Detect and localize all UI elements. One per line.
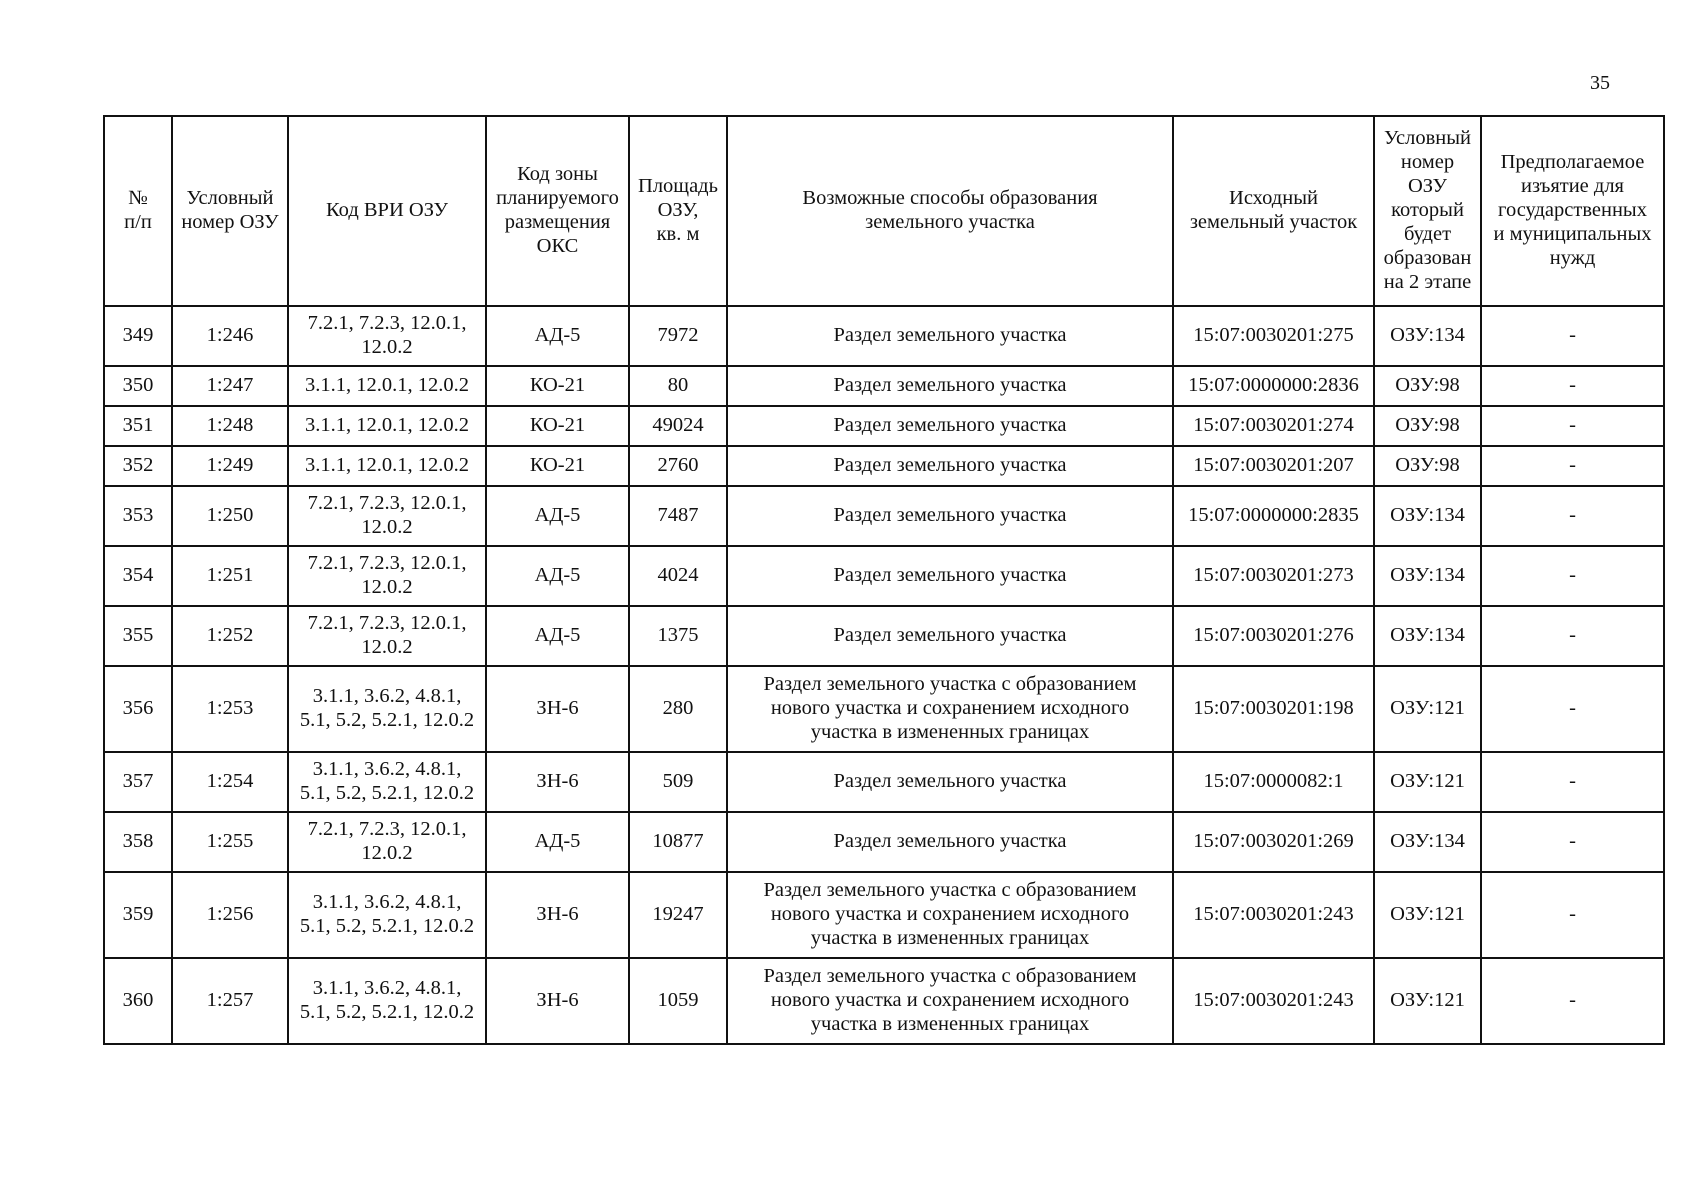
source-plot-cell: 15:07:0030201:243 [1173, 958, 1374, 1044]
ozu-number-cell: 1:247 [172, 366, 288, 406]
seizure-cell: - [1481, 752, 1664, 812]
row-number-cell: 349 [104, 306, 172, 366]
source-plot-cell: 15:07:0030201:275 [1173, 306, 1374, 366]
page-number: 35 [1590, 72, 1610, 94]
header-cell-ozu-number: Условный номер ОЗУ [172, 116, 288, 306]
ozu-number-cell: 1:248 [172, 406, 288, 446]
table-row [104, 546, 1664, 606]
table-row [104, 872, 1664, 958]
row-number-cell: 358 [104, 812, 172, 872]
ozu-number-cell: 1:249 [172, 446, 288, 486]
vri-code-cell: 3.1.1, 12.0.1, 12.0.2 [288, 406, 486, 446]
seizure-cell: - [1481, 872, 1664, 958]
formation-method-cell: Раздел земельного участка с образованием нового участка и сохранением исходного участка в измененных границах [727, 872, 1173, 958]
row-number-cell: 360 [104, 958, 172, 1044]
ozu-number-cell: 1:254 [172, 752, 288, 812]
table-row [104, 306, 1664, 366]
vri-code-cell: 3.1.1, 12.0.1, 12.0.2 [288, 446, 486, 486]
seizure-cell: - [1481, 958, 1664, 1044]
stage2-ozu-cell: ОЗУ:121 [1374, 958, 1481, 1044]
vri-code-cell: 7.2.1, 7.2.3, 12.0.1, 12.0.2 [288, 306, 486, 366]
source-plot-cell: 15:07:0030201:276 [1173, 606, 1374, 666]
zone-code-cell: КО-21 [486, 406, 629, 446]
row-number-cell: 356 [104, 666, 172, 752]
header-cell-formation-method: Возможные способы образования земельного участка [727, 116, 1173, 306]
source-plot-cell: 15:07:0000000:2836 [1173, 366, 1374, 406]
ozu-number-cell: 1:250 [172, 486, 288, 546]
area-cell: 509 [629, 752, 727, 812]
zone-code-cell: ЗН-6 [486, 872, 629, 958]
seizure-cell: - [1481, 446, 1664, 486]
area-cell: 280 [629, 666, 727, 752]
table-header-row [104, 116, 1664, 306]
area-cell: 10877 [629, 812, 727, 872]
table-row [104, 446, 1664, 486]
table-row [104, 606, 1664, 666]
source-plot-cell: 15:07:0000000:2835 [1173, 486, 1374, 546]
row-number-cell: 350 [104, 366, 172, 406]
table-body [104, 306, 1664, 1044]
formation-method-cell: Раздел земельного участка [727, 366, 1173, 406]
row-number-cell: 354 [104, 546, 172, 606]
area-cell: 2760 [629, 446, 727, 486]
seizure-cell: - [1481, 366, 1664, 406]
land-plots-table [103, 115, 1665, 1045]
header-cell-zone-code: Код зоны планируемого размещения ОКС [486, 116, 629, 306]
table-row [104, 752, 1664, 812]
row-number-cell: 351 [104, 406, 172, 446]
header-cell-source-plot: Исходный земельный участок [1173, 116, 1374, 306]
ozu-number-cell: 1:252 [172, 606, 288, 666]
seizure-cell: - [1481, 306, 1664, 366]
stage2-ozu-cell: ОЗУ:98 [1374, 366, 1481, 406]
stage2-ozu-cell: ОЗУ:134 [1374, 812, 1481, 872]
seizure-cell: - [1481, 606, 1664, 666]
zone-code-cell: АД-5 [486, 486, 629, 546]
seizure-cell: - [1481, 406, 1664, 446]
table-row [104, 958, 1664, 1044]
stage2-ozu-cell: ОЗУ:134 [1374, 486, 1481, 546]
source-plot-cell: 15:07:0030201:243 [1173, 872, 1374, 958]
zone-code-cell: ЗН-6 [486, 752, 629, 812]
area-cell: 1059 [629, 958, 727, 1044]
ozu-number-cell: 1:257 [172, 958, 288, 1044]
ozu-number-cell: 1:251 [172, 546, 288, 606]
table-row [104, 486, 1664, 546]
stage2-ozu-cell: ОЗУ:98 [1374, 406, 1481, 446]
zone-code-cell: АД-5 [486, 812, 629, 872]
header-cell-number: № п/п [104, 116, 172, 306]
vri-code-cell: 7.2.1, 7.2.3, 12.0.1, 12.0.2 [288, 606, 486, 666]
zone-code-cell: АД-5 [486, 546, 629, 606]
zone-code-cell: КО-21 [486, 446, 629, 486]
ozu-number-cell: 1:255 [172, 812, 288, 872]
formation-method-cell: Раздел земельного участка [727, 306, 1173, 366]
stage2-ozu-cell: ОЗУ:121 [1374, 752, 1481, 812]
formation-method-cell: Раздел земельного участка [727, 752, 1173, 812]
source-plot-cell: 15:07:0030201:269 [1173, 812, 1374, 872]
header-cell-area: Площадь ОЗУ, кв. м [629, 116, 727, 306]
ozu-number-cell: 1:253 [172, 666, 288, 752]
stage2-ozu-cell: ОЗУ:121 [1374, 872, 1481, 958]
row-number-cell: 355 [104, 606, 172, 666]
zone-code-cell: КО-21 [486, 366, 629, 406]
formation-method-cell: Раздел земельного участка [727, 406, 1173, 446]
source-plot-cell: 15:07:0000082:1 [1173, 752, 1374, 812]
seizure-cell: - [1481, 666, 1664, 752]
seizure-cell: - [1481, 546, 1664, 606]
zone-code-cell: АД-5 [486, 306, 629, 366]
row-number-cell: 352 [104, 446, 172, 486]
stage2-ozu-cell: ОЗУ:134 [1374, 546, 1481, 606]
vri-code-cell: 3.1.1, 3.6.2, 4.8.1, 5.1, 5.2, 5.2.1, 12.0.2 [288, 872, 486, 958]
formation-method-cell: Раздел земельного участка [727, 446, 1173, 486]
formation-method-cell: Раздел земельного участка [727, 546, 1173, 606]
seizure-cell: - [1481, 812, 1664, 872]
vri-code-cell: 7.2.1, 7.2.3, 12.0.1, 12.0.2 [288, 486, 486, 546]
zone-code-cell: АД-5 [486, 606, 629, 666]
seizure-cell: - [1481, 486, 1664, 546]
table-row [104, 366, 1664, 406]
vri-code-cell: 3.1.1, 3.6.2, 4.8.1, 5.1, 5.2, 5.2.1, 12.0.2 [288, 752, 486, 812]
formation-method-cell: Раздел земельного участка с образованием нового участка и сохранением исходного участка в измененных границах [727, 958, 1173, 1044]
area-cell: 1375 [629, 606, 727, 666]
formation-method-cell: Раздел земельного участка [727, 812, 1173, 872]
area-cell: 19247 [629, 872, 727, 958]
area-cell: 80 [629, 366, 727, 406]
stage2-ozu-cell: ОЗУ:134 [1374, 606, 1481, 666]
stage2-ozu-cell: ОЗУ:121 [1374, 666, 1481, 752]
area-cell: 4024 [629, 546, 727, 606]
source-plot-cell: 15:07:0030201:273 [1173, 546, 1374, 606]
row-number-cell: 359 [104, 872, 172, 958]
source-plot-cell: 15:07:0030201:207 [1173, 446, 1374, 486]
header-cell-stage2-ozu: Условный номер ОЗУ который будет образован на 2 этапе [1374, 116, 1481, 306]
table-row [104, 666, 1664, 752]
vri-code-cell: 7.2.1, 7.2.3, 12.0.1, 12.0.2 [288, 812, 486, 872]
vri-code-cell: 3.1.1, 12.0.1, 12.0.2 [288, 366, 486, 406]
zone-code-cell: ЗН-6 [486, 666, 629, 752]
header-cell-vri-code: Код ВРИ ОЗУ [288, 116, 486, 306]
ozu-number-cell: 1:246 [172, 306, 288, 366]
formation-method-cell: Раздел земельного участка [727, 606, 1173, 666]
area-cell: 7972 [629, 306, 727, 366]
formation-method-cell: Раздел земельного участка с образованием нового участка и сохранением исходного участка в измененных границах [727, 666, 1173, 752]
vri-code-cell: 3.1.1, 3.6.2, 4.8.1, 5.1, 5.2, 5.2.1, 12.0.2 [288, 666, 486, 752]
source-plot-cell: 15:07:0030201:274 [1173, 406, 1374, 446]
source-plot-cell: 15:07:0030201:198 [1173, 666, 1374, 752]
row-number-cell: 353 [104, 486, 172, 546]
vri-code-cell: 7.2.1, 7.2.3, 12.0.1, 12.0.2 [288, 546, 486, 606]
row-number-cell: 357 [104, 752, 172, 812]
header-cell-seizure: Предполагаемое изъятие для государственных и муниципальных нужд [1481, 116, 1664, 306]
stage2-ozu-cell: ОЗУ:98 [1374, 446, 1481, 486]
formation-method-cell: Раздел земельного участка [727, 486, 1173, 546]
table-row [104, 406, 1664, 446]
table-row [104, 812, 1664, 872]
zone-code-cell: ЗН-6 [486, 958, 629, 1044]
stage2-ozu-cell: ОЗУ:134 [1374, 306, 1481, 366]
area-cell: 7487 [629, 486, 727, 546]
area-cell: 49024 [629, 406, 727, 446]
vri-code-cell: 3.1.1, 3.6.2, 4.8.1, 5.1, 5.2, 5.2.1, 12.0.2 [288, 958, 486, 1044]
ozu-number-cell: 1:256 [172, 872, 288, 958]
